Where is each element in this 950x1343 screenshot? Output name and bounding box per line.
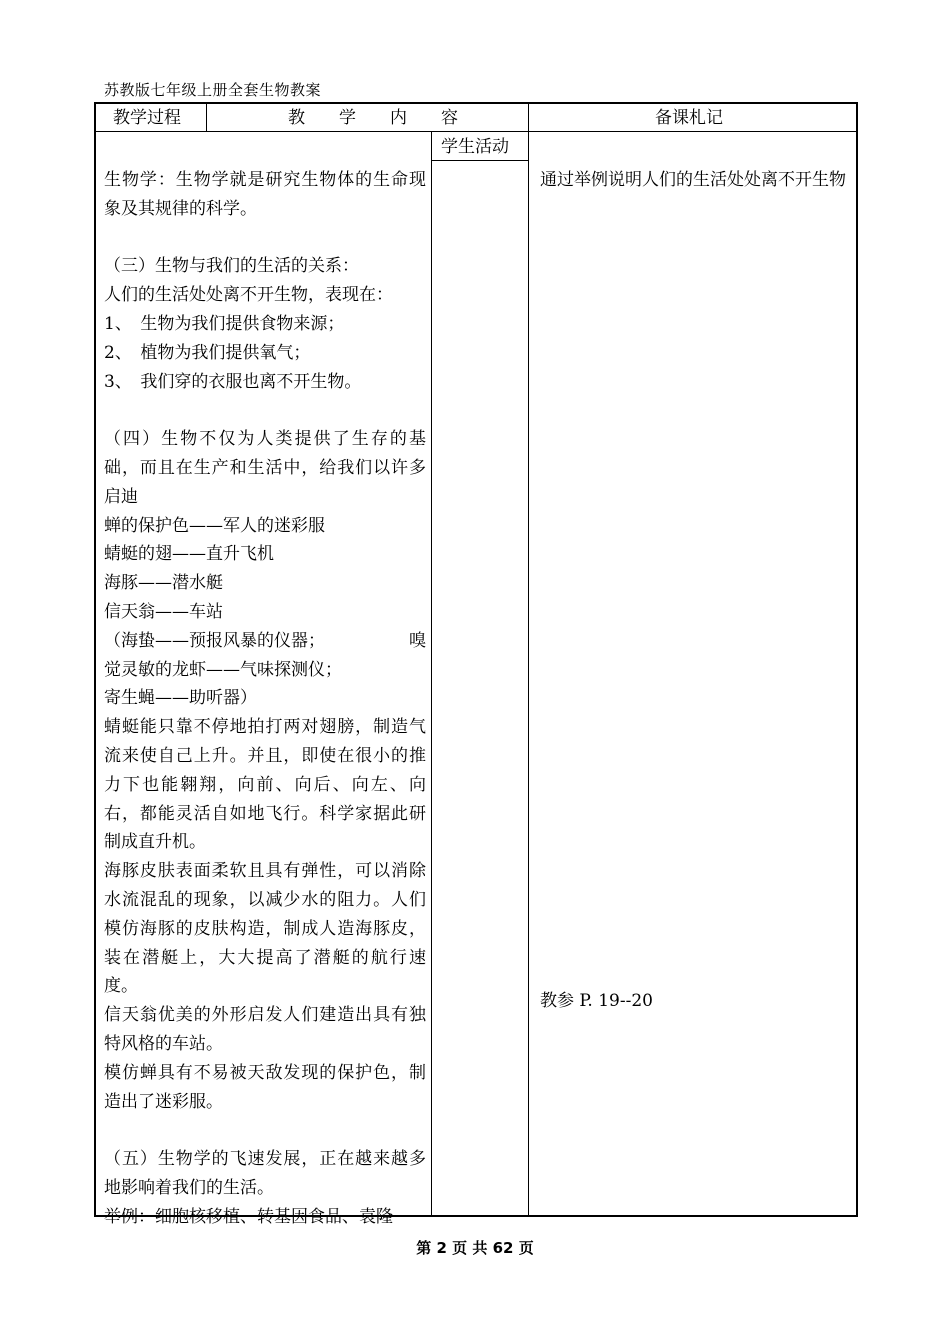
table-header-bottom-border	[94, 131, 858, 132]
extra-examples-line: （海蛰——预报风暴的仪器； 嗅	[104, 630, 426, 651]
section-3-title: （三）生物与我们的生活的关系：	[104, 256, 359, 277]
notes-item: 通过举例说明人们的生活处处离不开生物	[540, 170, 846, 190]
extra-examples-line: 寄生蝇——助听器）	[104, 688, 257, 709]
process-column-divider	[206, 102, 207, 132]
section-4-title: （四）生物不仅为人类提供了生存的基础，而且在生产和生活中，给我们以许多启迪	[104, 429, 426, 507]
albatross-paragraph: 信天翁优美的外形启发人们建造出具有独特风格的车站。	[104, 1005, 426, 1054]
section-3-item: 1、 生物为我们提供食物来源；	[104, 313, 345, 334]
student-header-bottom-border	[432, 160, 529, 161]
header-student-activity: 学生活动	[441, 137, 509, 157]
notes-column-divider	[528, 102, 529, 1217]
section-3-item: 3、 我们穿的衣服也离不开生物。	[104, 371, 362, 392]
cicada-paragraph: 模仿蝉具有不易被天敌发现的保护色，制造出了迷彩服。	[104, 1062, 426, 1112]
extra-examples-line: 觉灵敏的龙虾——气味探测仪；	[104, 659, 342, 680]
dolphin-paragraph: 海豚皮肤表面柔软且具有弹性，可以消除水流混乱的现象，以减少水的阻力。人们模仿海豚的皮肤构造，制成人造海豚皮，装在潜艇上，大大提高了潜艇的航行速度。	[104, 861, 426, 997]
bionics-pair: 信天翁——车站	[104, 601, 223, 622]
table-right-border	[856, 102, 858, 1217]
section-3-intro: 人们的生活处处离不开生物，表现在：	[104, 285, 393, 306]
bionics-pair: 蜻蜓的翅——直升飞机	[104, 544, 274, 565]
section-5-title: （五）生物学的飞速发展，正在越来越多地影响着我们的生活。	[104, 1149, 426, 1198]
section-5-example: 举例：细胞核移植、转基因食品、袁隆	[104, 1206, 393, 1227]
header-process: 教学过程	[113, 108, 181, 128]
bionics-pair: 海豚——潜水艇	[104, 573, 223, 594]
bionics-pair: 蝉的保护色——军人的迷彩服	[104, 515, 325, 536]
teaching-content	[104, 166, 426, 1231]
table-top-border	[94, 102, 858, 104]
notes-reference: 教参 P. 19--20	[540, 991, 653, 1011]
page-footer: 第 2 页 共 62 页	[416, 1239, 534, 1257]
dragonfly-paragraph: 蜻蜓能只靠不停地拍打两对翅膀，制造气流来使自己上升。并且，即使在很小的推力下也能翱翔，向前、向后、向左、向右，都能灵活自如地飞行。科学家据此研制成直升机。	[104, 717, 426, 853]
table-left-border	[94, 102, 96, 1217]
student-column-left-divider	[431, 131, 432, 1216]
definition-paragraph: 生物学：生物学就是研究生物体的生命现象及其规律的科学。	[104, 170, 426, 219]
document-header: 苏教版七年级上册全套生物教案	[104, 81, 322, 99]
header-content: 教 学 内 容	[288, 108, 458, 128]
header-notes: 备课札记	[655, 108, 723, 128]
section-3-item: 2、 植物为我们提供氧气；	[104, 342, 311, 363]
